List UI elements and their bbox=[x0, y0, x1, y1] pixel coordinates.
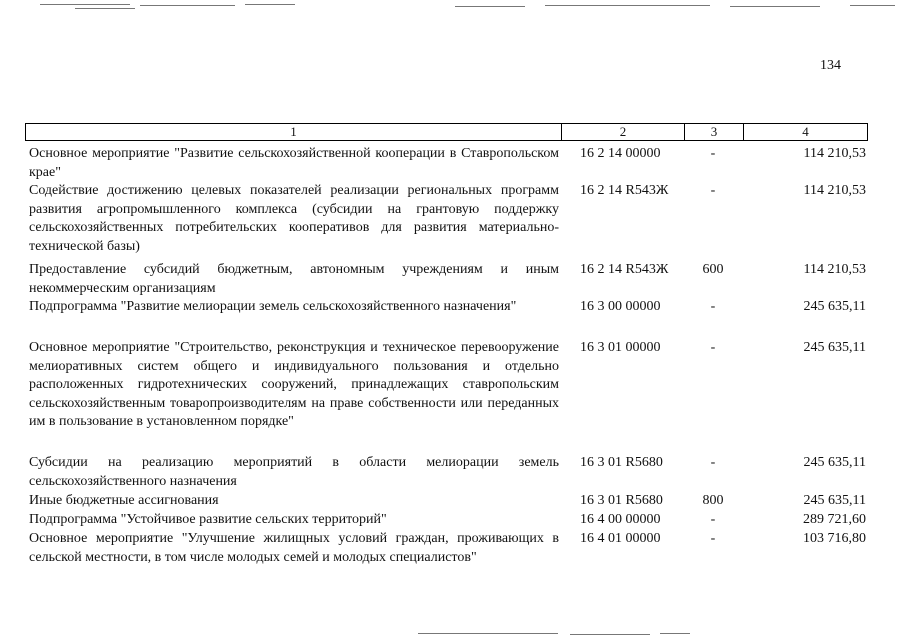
scan-artifact-line bbox=[850, 5, 895, 6]
row-code: 16 3 00 00000 bbox=[580, 299, 661, 314]
row-name: Предоставление субсидий бюджетным, автономным учреждениям и иным некоммерческим организациям bbox=[29, 262, 559, 296]
row-type: - bbox=[710, 512, 716, 527]
row-name: Подпрограмма "Развитие мелиорации земель сельскохозяйственного назначения" bbox=[29, 299, 517, 314]
row-name: Основное мероприятие "Улучшение жилищных условий граждан, проживающих в сельской местности, в том числе молодых семей и молодых специалистов" bbox=[29, 531, 559, 565]
header-cell-3: 3 bbox=[685, 124, 744, 140]
table-header bbox=[25, 123, 868, 141]
row-name: Подпрограмма "Устойчивое развитие сельских территорий" bbox=[29, 512, 387, 527]
row-amount: 114 210,53 bbox=[803, 262, 866, 277]
row-type: - bbox=[710, 146, 716, 161]
scan-artifact-line bbox=[730, 6, 820, 7]
row-amount: 245 635,11 bbox=[803, 299, 866, 314]
row-type: - bbox=[710, 455, 716, 470]
row-code: 16 2 14 R543Ж bbox=[580, 262, 669, 277]
scan-artifact-line bbox=[418, 633, 558, 634]
row-name: Иные бюджетные ассигнования bbox=[29, 493, 219, 508]
scan-artifact-line bbox=[545, 5, 710, 6]
row-type: 600 bbox=[702, 262, 724, 277]
scan-artifact-line bbox=[245, 4, 295, 5]
scan-artifact-line bbox=[75, 8, 135, 9]
row-amount: 289 721,60 bbox=[803, 512, 866, 527]
row-type: - bbox=[710, 183, 716, 198]
row-code: 16 4 01 00000 bbox=[580, 531, 661, 546]
row-type: - bbox=[710, 531, 716, 546]
row-name: Содействие достижению целевых показателей реализации региональных программ развития агропромышленного комплекса (субсидии на грантовую поддержку сельскохозяйственных потребительских кооперативов для развития материально-технической базы) bbox=[29, 183, 559, 254]
row-amount: 114 210,53 bbox=[803, 146, 866, 161]
row-type: 800 bbox=[702, 493, 724, 508]
row-name: Субсидии на реализацию мероприятий в области мелиорации земель сельскохозяйственного назначения bbox=[29, 455, 559, 489]
scan-artifact-line bbox=[40, 4, 130, 5]
row-amount: 245 635,11 bbox=[803, 493, 866, 508]
row-amount: 245 635,11 bbox=[803, 340, 866, 355]
row-type: - bbox=[710, 299, 716, 314]
row-name: Основное мероприятие "Развитие сельскохозяйственной кооперации в Ставропольском крае" bbox=[29, 146, 559, 180]
row-code: 16 2 14 00000 bbox=[580, 146, 661, 161]
row-code: 16 3 01 R5680 bbox=[580, 493, 663, 508]
page-number: 134 bbox=[820, 58, 841, 73]
row-amount: 245 635,11 bbox=[803, 455, 866, 470]
row-code: 16 2 14 R543Ж bbox=[580, 183, 669, 198]
header-cell-2: 2 bbox=[562, 124, 685, 140]
row-amount: 114 210,53 bbox=[803, 183, 866, 198]
scan-artifact-line bbox=[660, 633, 690, 634]
scan-artifact-line bbox=[455, 6, 525, 7]
header-cell-4: 4 bbox=[802, 124, 809, 139]
row-name: Основное мероприятие "Строительство, реконструкция и техническое перевооружение мелиоративных систем общего и индивидуального пользования и отдельно расположенных гидротехнических сооружений, принадлежащих ставропольским сельскохозяйственным товаропроизводителям на праве собственности или переданных им в пользование в установленном порядке" bbox=[29, 340, 559, 430]
scan-artifact-line bbox=[140, 5, 235, 6]
row-code: 16 3 01 R5680 bbox=[580, 455, 663, 470]
scan-artifact-line bbox=[570, 634, 650, 635]
row-amount: 103 716,80 bbox=[803, 531, 866, 546]
header-cell-1: 1 bbox=[26, 124, 562, 140]
row-code: 16 4 00 00000 bbox=[580, 512, 661, 527]
row-code: 16 3 01 00000 bbox=[580, 340, 661, 355]
row-type: - bbox=[710, 340, 716, 355]
